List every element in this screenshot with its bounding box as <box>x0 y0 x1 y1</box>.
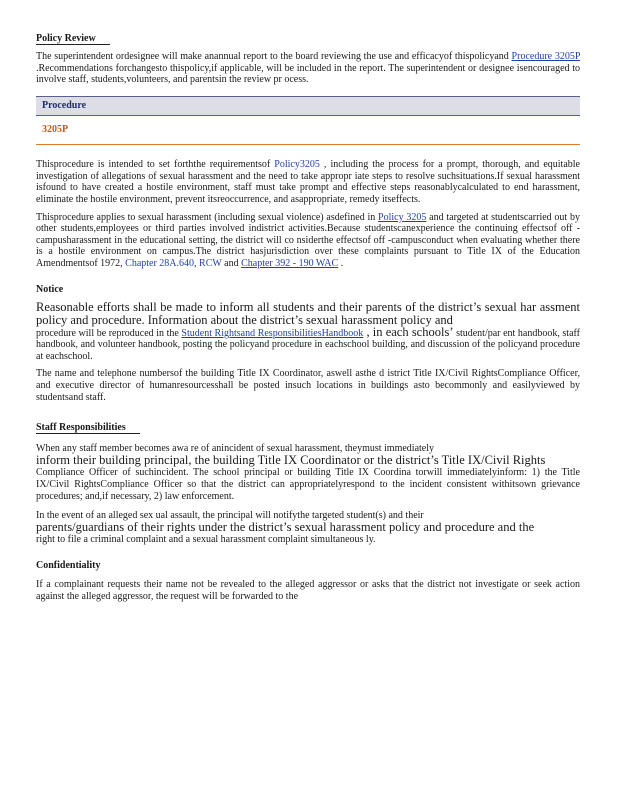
text-run: . <box>338 258 344 270</box>
procedure-paragraph-1 <box>36 159 580 205</box>
staff-paragraph-2 <box>36 510 580 546</box>
text-run: When any staff member becomes awa re of anincident of sexual harassment, theymust immediately <box>36 443 435 455</box>
notice-heading: Notice <box>36 283 64 295</box>
text-run-large: parents/guardians of their rights under the district’s sexual harassment policy and procedure and the <box>36 519 535 534</box>
orange-divider <box>36 144 580 146</box>
procedure-code-row <box>36 124 580 138</box>
policy-review-paragraph <box>36 51 580 86</box>
confidentiality-section <box>36 560 580 602</box>
procedure-banner <box>36 96 580 116</box>
text-run: procedure will be reproduced in the <box>36 327 182 339</box>
text-run: right to file a criminal complaint and a sexual harassment complaint simultaneous ly. <box>36 534 376 546</box>
confidentiality-heading: Confidentiality <box>36 559 101 571</box>
text-run: , <box>194 258 200 270</box>
text-run: The superintendent ordesignee will make anannual report to the board reviewing the use and efficacyof thispolicyand <box>36 51 512 62</box>
student-handbook-link[interactable]: Student Rightsand ResponsibilitiesHandbook <box>181 327 364 339</box>
text-run: student/par ent handbook, staff handbook, and volunteer handbook, posting the policyand procedure in eachschool building, and discussion of the policyand procedure at eachschool. <box>36 327 580 362</box>
text-run: In the event of an alleged sex ual assault, the principal will notifythe targeted student(s) and their <box>36 510 424 522</box>
procedure-paragraph-2 <box>36 212 580 270</box>
text-run-large: inform their building principal, the building Title IX Coordinator or the district’s Title IX/Civil Rights <box>36 452 546 467</box>
rcw-link[interactable]: RCW <box>199 258 222 270</box>
chapter-392-190-wac-link[interactable]: Chapter 392 - 190 WAC <box>241 258 339 270</box>
text-run: , including the process for a prompt, thorough, and equitable investigation of allegations of sexual harassment and the need to take appropr iate steps to resolve suchsituations.If sexual harassment isfound to have created a hostile environment, staff must take prompt and effective steps reasonablycalculated to end harassment, eliminate the hostile environment, prevent itsreoccurrence, and asappropriate, remedy itseffects. <box>36 159 580 206</box>
staff-section <box>36 417 580 546</box>
document-page <box>36 28 580 602</box>
text-run: Compliance Officer of suchincident. The school principal or building Title IX Coordina torwill immediatelyinform: 1) the Title IX/Civil RightsCompliance Officer so that the district can appropriatelyrespond to the incident consistent withitsown grievance procedures; and,if necessary, 2) law enforcement. <box>36 467 580 502</box>
text-run-large: , in each schools’ <box>363 324 454 339</box>
procedure-3205p-link[interactable]: Procedure 3205P <box>511 51 581 62</box>
procedure-banner-label: Procedure <box>42 99 87 111</box>
confidentiality-paragraph: If a complainant requests their name not be revealed to the alleged aggressor or asks that the district not investigate or seek action against the alleged aggressor, the request will be forwarded to the <box>36 578 580 602</box>
text-run: Thisprocedure applies to sexual harassment (including sexual violence) asdefined in <box>36 211 379 223</box>
notice-paragraph-2: The name and telephone numbersof the building Title IX Coordinator, aswell asthe d istrict Title IX/Civil RightsCompliance Officer, and executive director of humanresourcesshall be posted insuch locations in buildings asto becommonly and easilyviewed by studentsand staff. <box>36 368 580 403</box>
notice-large-text: Reasonable efforts shall be made to inform all students and their parents of the district’s sexual har assment policy and procedure. Information about the district’s sexual harassment policy and <box>36 299 580 327</box>
notice-section <box>36 284 580 404</box>
chapter-28a-640-link[interactable]: Chapter 28A.640 <box>125 258 195 270</box>
procedure-code: 3205P <box>42 123 69 135</box>
policy-review-section <box>36 28 580 86</box>
text-run: and <box>221 258 242 270</box>
text-run: and targeted at studentscarried out by other students,employees or third parties involved indistrict activities.Because studentscanexperience the continuing effectsof off -campusharassment in the educational setting, the district will co nsiderthe effectsof off -campusconduct when evaluating whether there is a hostile environment on campus.The district hasjurisdiction over these complaints pursuant to Title IX of the Education Amendmentsof 1972, <box>36 211 580 270</box>
text-run: Thisprocedure is intended to set forththe requirementsof <box>36 159 275 171</box>
policy-3205-link-2[interactable]: Policy 3205 <box>378 211 427 223</box>
policy-review-heading: Policy Review <box>36 33 110 45</box>
notice-paragraph-1 <box>36 324 580 363</box>
staff-paragraph-1 <box>36 443 580 502</box>
staff-heading: Staff Responsibilities <box>36 422 140 434</box>
text-run: .Recommendations forchangesto thispolicy,if applicable, will be included in the report. The superintendent or designee isencouraged to involve staff, students,volunteers, and parentsin the review pr ocess. <box>36 62 580 86</box>
procedure-section <box>36 159 580 269</box>
policy-3205-link[interactable]: Policy3205 <box>274 159 320 171</box>
